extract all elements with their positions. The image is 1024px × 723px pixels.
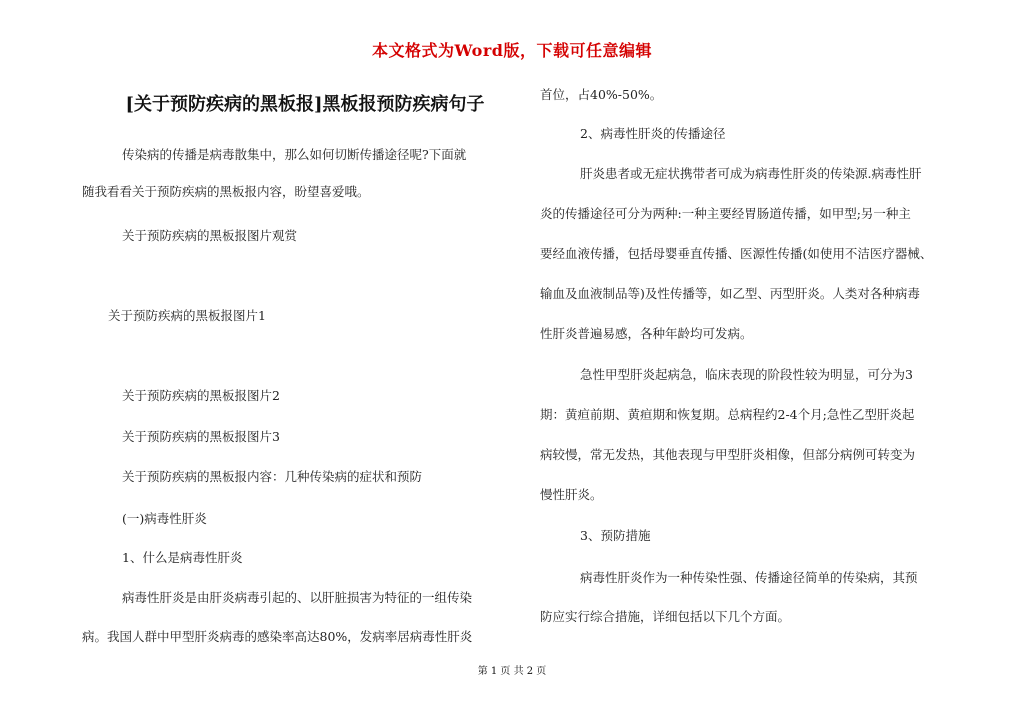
- para3-line-2: 期：黄疸前期、黄疸期和恢复期。总病程约2-4个月;急性乙型肝炎起: [540, 407, 915, 422]
- para2-line-4: 输血及血液制品等)及性传播等，如乙型、丙型肝炎。人类对各种病毒: [540, 286, 920, 301]
- subheading-what-is: 1、什么是病毒性肝炎: [122, 550, 243, 565]
- intro-line-1: 传染病的传播是病毒散集中，那么如何切断传播途径呢?下面就: [122, 147, 467, 162]
- intro-line-2: 随我看看关于预防疾病的黑板报内容，盼望喜爱哦。: [82, 184, 370, 199]
- para2-line-1: 肝炎患者或无症状携带者可成为病毒性肝炎的传染源.病毒性肝: [580, 166, 922, 181]
- content-heading: 关于预防疾病的黑板报内容：几种传染病的症状和预防: [122, 469, 423, 484]
- para4-line-2: 防应实行综合措施，详细包括以下几个方面。: [540, 609, 791, 624]
- para3-line-1: 急性甲型肝炎起病急，临床表现的阶段性较为明显，可分为3: [580, 367, 913, 382]
- para3-line-4: 慢性肝炎。: [540, 487, 603, 502]
- image-caption-2: 关于预防疾病的黑板报图片2: [122, 388, 280, 403]
- subheading-transmission: 2、病毒性肝炎的传播途径: [580, 126, 726, 141]
- gallery-heading: 关于预防疾病的黑板报图片观赏: [122, 228, 298, 243]
- subheading-prevention: 3、预防措施: [580, 528, 651, 543]
- para4-line-1: 病毒性肝炎作为一种传染性强、传播途径简单的传染病，其预: [580, 570, 918, 585]
- page-title: [关于预防疾病的黑板报]黑板报预防疾病句子: [125, 94, 485, 115]
- image-caption-1: 关于预防疾病的黑板报图片1: [108, 308, 266, 323]
- para2-line-2: 炎的传播途径可分为两种:一种主要经胃肠道传播，如甲型;另一种主: [540, 206, 911, 221]
- para1-line-2: 病。我国人群中甲型肝炎病毒的感染率高达80%，发病率居病毒性肝炎: [82, 629, 473, 644]
- page-number-footer: 第 1 页 共 2 页: [477, 666, 547, 677]
- para2-line-3: 要经血液传播，包括母婴垂直传播、医源性传播(如使用不洁医疗器械、: [540, 246, 933, 261]
- section-heading-hepatitis: (一)病毒性肝炎: [122, 511, 207, 526]
- continuation-line: 首位，占40%-50%。: [540, 87, 663, 102]
- word-format-banner: 本文格式为Word版，下载可任意编辑: [372, 41, 652, 60]
- para3-line-3: 病较慢，常无发热，其他表现与甲型肝炎相像，但部分病例可转变为: [540, 447, 916, 462]
- para1-line-1: 病毒性肝炎是由肝炎病毒引起的、以肝脏损害为特征的一组传染: [122, 590, 473, 605]
- image-caption-3: 关于预防疾病的黑板报图片3: [122, 429, 280, 444]
- para2-line-5: 性肝炎普遍易感，各种年龄均可发病。: [540, 326, 753, 341]
